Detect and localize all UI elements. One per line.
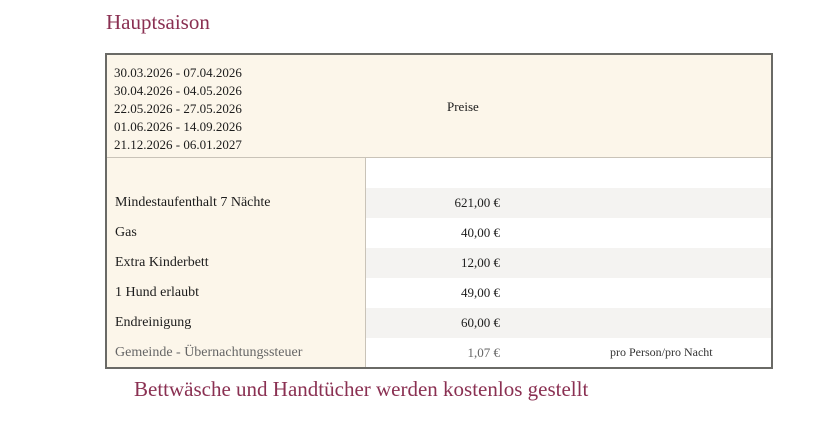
row-label: Endreinigung <box>115 315 192 330</box>
table-row <box>107 278 771 308</box>
season-title: Hauptsaison <box>106 10 210 34</box>
date-range: 21.12.2026 - 06.01.2027 <box>114 137 242 152</box>
row-price: 49,00 € <box>461 285 500 300</box>
table-row <box>107 218 771 248</box>
row-label: Gemeinde - Übernachtungssteuer <box>115 345 303 360</box>
table-row <box>107 338 771 368</box>
row-label: Mindestaufenthalt 7 Nächte <box>115 195 271 210</box>
price-table <box>105 53 773 369</box>
date-range-list <box>114 64 242 154</box>
row-price: 621,00 € <box>454 195 500 210</box>
footer-note: Bettwäsche und Handtücher werden kostenlos gestellt <box>134 377 589 401</box>
row-price: 40,00 € <box>461 225 500 240</box>
row-label: Extra Kinderbett <box>115 255 209 270</box>
date-range: 30.03.2026 - 07.04.2026 <box>114 65 242 80</box>
table-row <box>107 188 771 218</box>
date-range: 30.04.2026 - 04.05.2026 <box>114 83 242 98</box>
prices-column-header: Preise <box>447 99 479 114</box>
date-range: 01.06.2026 - 14.09.2026 <box>114 119 242 134</box>
row-price: 1,07 € <box>467 345 500 360</box>
table-header <box>107 55 771 158</box>
row-price: 60,00 € <box>461 315 500 330</box>
table-row <box>107 248 771 278</box>
row-price: 12,00 € <box>461 255 500 270</box>
table-row <box>107 308 771 338</box>
row-label: Gas <box>115 225 137 240</box>
row-note: pro Person/pro Nacht <box>610 345 713 359</box>
date-range: 22.05.2026 - 27.05.2026 <box>114 101 242 116</box>
row-label: 1 Hund erlaubt <box>115 285 199 300</box>
